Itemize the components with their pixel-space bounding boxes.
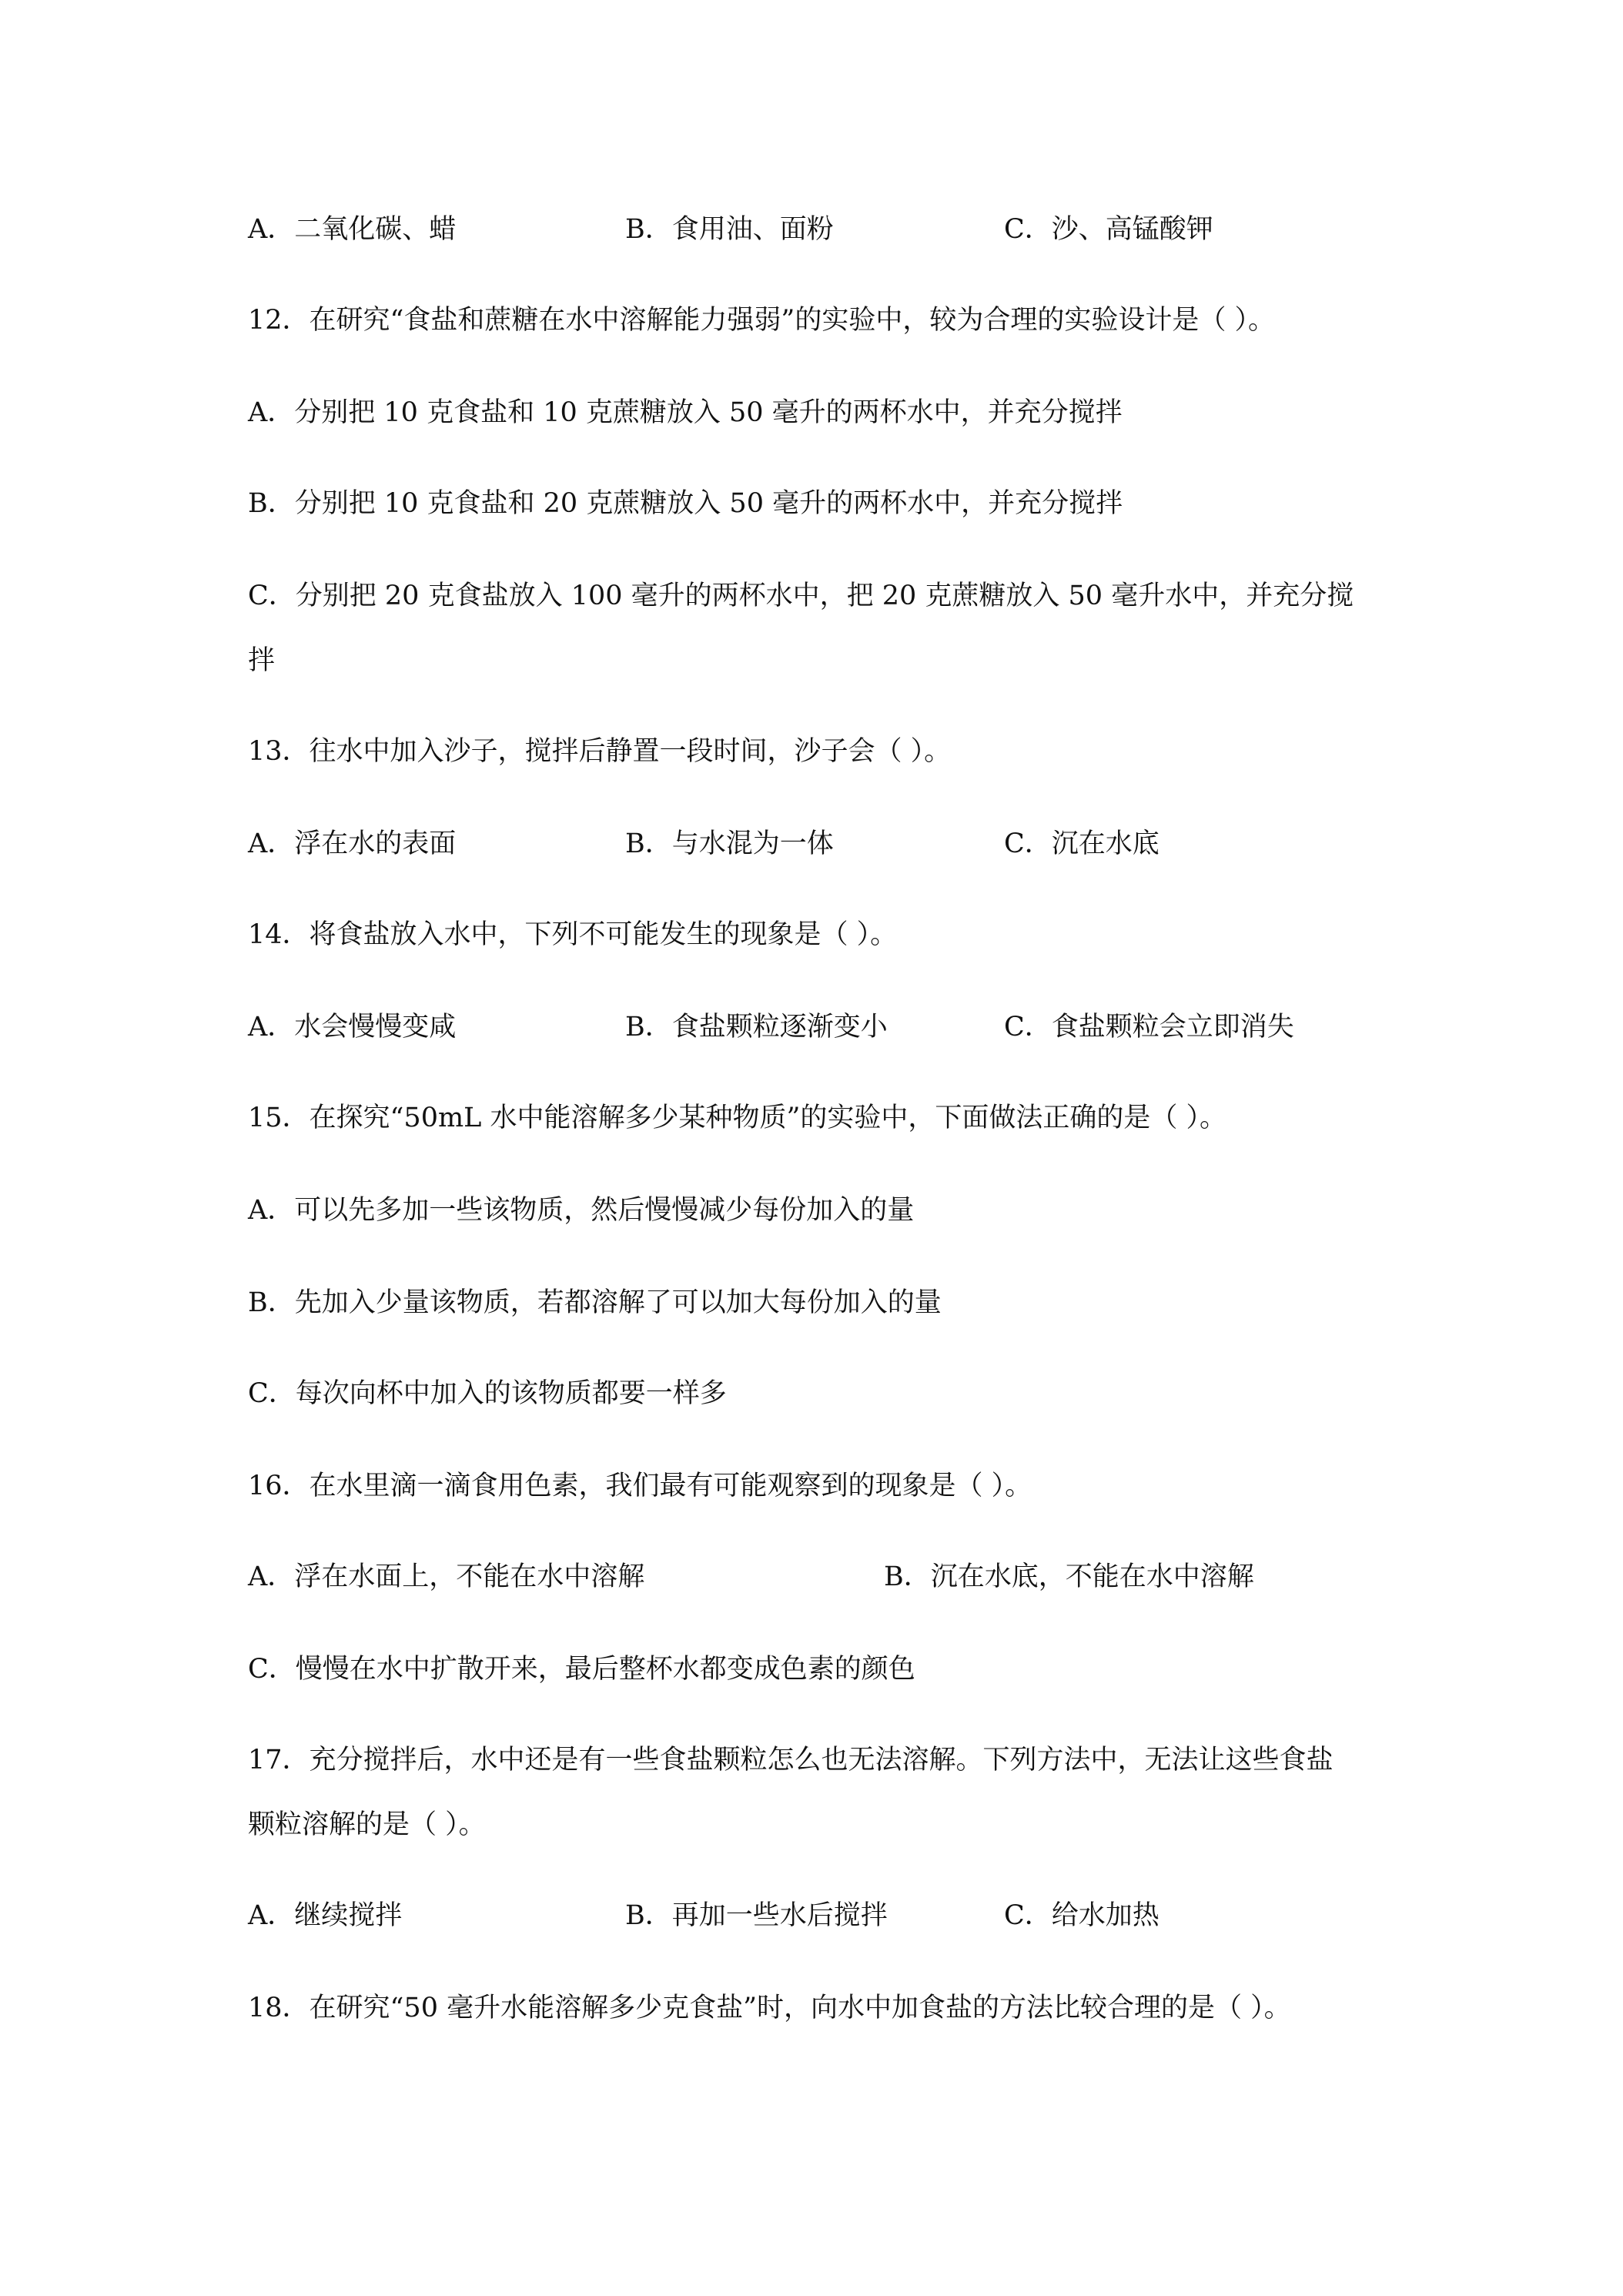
- q17-option-c: C．给水加热: [1004, 1900, 1160, 1931]
- q11-option-c: C．沙、高锰酸钾: [1004, 214, 1213, 245]
- q11-option-a: A．二氧化碳、蜡: [248, 214, 457, 245]
- q12-option-c-line2: 拌: [248, 645, 276, 676]
- q17-stem-line1: 17．充分搅拌后，水中还是有一些食盐颗粒怎么也无法溶解。下列方法中，无法让这些食盐: [248, 1745, 1334, 1776]
- q15-stem: 15．在探究“50mL 水中能溶解多少某种物质”的实验中，下面做法正确的是（ ）。: [248, 1103, 1227, 1133]
- q14-option-a: A．水会慢慢变咸: [248, 1012, 457, 1043]
- q14-option-b: B．食盐颗粒逐渐变小: [625, 1012, 888, 1043]
- q16-option-a: A．浮在水面上，不能在水中溶解: [248, 1561, 645, 1592]
- q11-option-b: B．食用油、面粉: [625, 214, 834, 245]
- q16-option-b: B．沉在水底，不能在水中溶解: [884, 1561, 1254, 1592]
- q18-stem: 18．在研究“50 毫升水能溶解多少克食盐”时，向水中加食盐的方法比较合理的是（ ）。: [248, 1993, 1291, 2023]
- q12-stem: 12．在研究“食盐和蔗糖在水中溶解能力强弱”的实验中，较为合理的实验设计是（ ）。: [248, 305, 1275, 336]
- q15-option-c: C．每次向杯中加入的该物质都要一样多: [248, 1378, 727, 1409]
- q15-option-b: B．先加入少量该物质，若都溶解了可以加大每份加入的量: [248, 1287, 942, 1318]
- q13-option-b: B．与水混为一体: [625, 828, 834, 859]
- q13-option-a: A．浮在水的表面: [248, 828, 457, 859]
- q13-stem: 13．往水中加入沙子，搅拌后静置一段时间，沙子会（ ）。: [248, 736, 952, 767]
- q17-option-b: B．再加一些水后搅拌: [625, 1900, 888, 1931]
- q17-stem-line2: 颗粒溶解的是（ ）。: [248, 1809, 486, 1840]
- q12-option-a: A．分别把 10 克食盐和 10 克蔗糖放入 50 毫升的两杯水中，并充分搅拌: [248, 397, 1123, 428]
- q12-option-b: B．分别把 10 克食盐和 20 克蔗糖放入 50 毫升的两杯水中，并充分搅拌: [248, 488, 1123, 519]
- q16-stem: 16．在水里滴一滴食用色素，我们最有可能观察到的现象是（ ）。: [248, 1471, 1032, 1501]
- q14-stem: 14．将食盐放入水中，下列不可能发生的现象是（ ）。: [248, 919, 898, 950]
- q13-option-c: C．沉在水底: [1004, 828, 1160, 859]
- q17-option-a: A．继续搅拌: [248, 1900, 403, 1931]
- q16-option-c: C．慢慢在水中扩散开来，最后整杯水都变成色素的颜色: [248, 1654, 915, 1685]
- q15-option-a: A．可以先多加一些该物质，然后慢慢减少每份加入的量: [248, 1195, 915, 1226]
- q12-option-c-line1: C．分别把 20 克食盐放入 100 毫升的两杯水中，把 20 克蔗糖放入 50 毫升水中，并充分搅: [248, 581, 1354, 611]
- q14-option-c: C．食盐颗粒会立即消失: [1004, 1012, 1294, 1043]
